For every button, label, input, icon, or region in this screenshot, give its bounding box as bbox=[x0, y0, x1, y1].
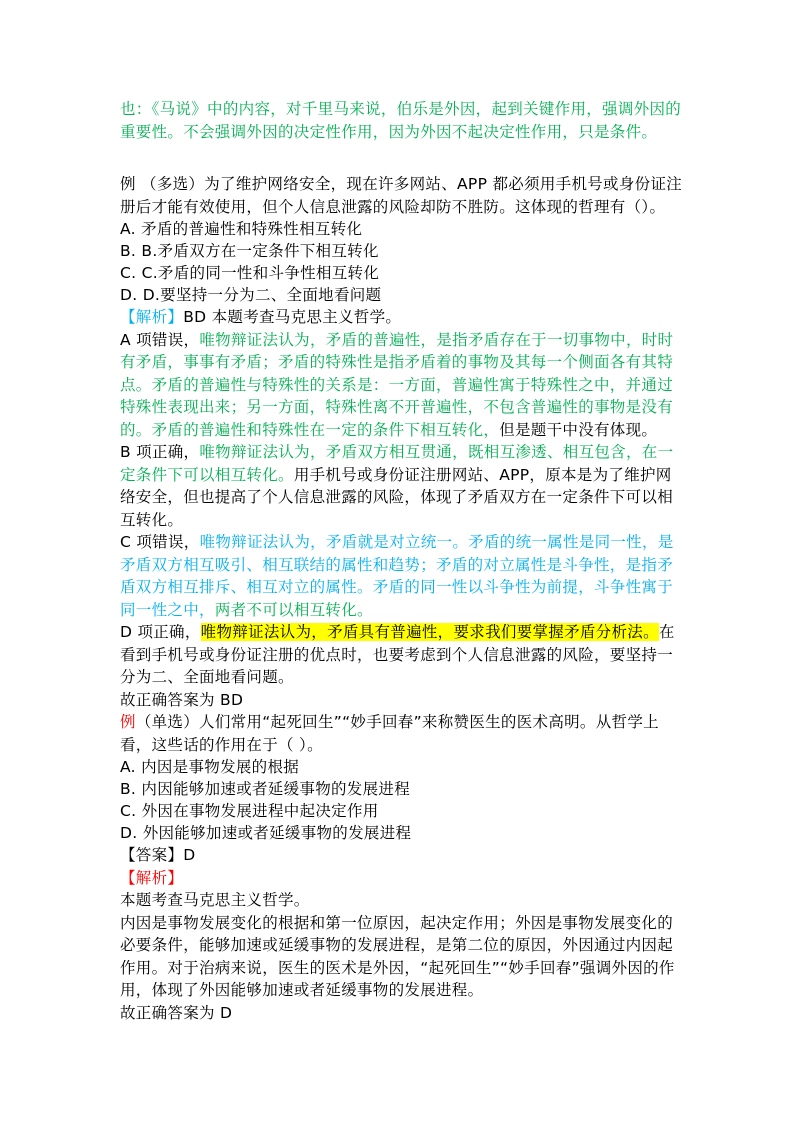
q1-analysis-heading bbox=[120, 306, 686, 329]
q2-option-d: D. 外因能够加速或者延缓事物的发展进程 bbox=[120, 824, 412, 842]
q1-analysis-intro: BD 本题考查马克思主义哲学。 bbox=[183, 308, 402, 326]
q2-stem-text: （单选）人们常用“起死回生”“妙手回春”来称赞医生的医术高明。从哲学上看，这些话的作用在于（ ）。 bbox=[120, 713, 659, 754]
document-page bbox=[120, 98, 686, 1024]
q2-option-b: B. 内因能够加速或者延缓事物的发展进程 bbox=[120, 780, 410, 798]
q1-option-b: B. B.矛盾双方在一定条件下相互转化 bbox=[120, 242, 379, 260]
d-prefix: D 项正确， bbox=[120, 623, 201, 641]
q2-analysis-intro: 本题考查马克思主义哲学。 bbox=[120, 891, 310, 909]
a-green-text: 唯物辩证法认为，矛盾的普遍性，是指矛盾存在于一切事物中，时时有矛盾，事事有矛盾；矛盾的特殊性是指矛盾着的事物及其每一个侧面各有其特点。矛盾的普遍性与特殊性的关系是：一方面，普遍性寓于特殊性之中，并通过特殊性表现出来；另一方面，特殊性离不开普遍性，不包含普遍性的事物是没有的。矛盾的普遍性和特殊性在一定的条件下相互转化， bbox=[120, 330, 674, 439]
a-tail-text: 但是题干中没有体现。 bbox=[499, 420, 658, 439]
q1-answer: 故正确答案为 BD bbox=[120, 690, 244, 709]
q2-answer: 故正确答案为 D bbox=[120, 1003, 233, 1022]
b-tail-text: 用手机号或身份证注册网站、APP，原本是为了维护网络安全，但也提高了个人信息泄露的风险，体现了矛盾双方在一定条件下可以相互转化。 bbox=[120, 465, 674, 529]
q1-stem: 例 （多选）为了维护网络安全，现在许多网站、APP 都必须用手机号或身份证注册后才能有效使用，但个人信息泄露的风险却防不胜防。这体现的哲理有（）。 bbox=[120, 175, 683, 216]
q1-option-a: A. 矛盾的普遍性和特殊性相互转化 bbox=[120, 220, 363, 238]
c-green-text: 两者不可以相互转化。 bbox=[214, 600, 373, 619]
b-prefix: B 项正确， bbox=[120, 443, 200, 461]
q2-answer-tag: 【答案】D bbox=[120, 846, 196, 864]
q1-option-b-analysis bbox=[120, 441, 686, 531]
q1-option-a-analysis bbox=[120, 329, 686, 442]
q1-option-c-analysis bbox=[120, 531, 686, 621]
d-tail-text: 在看到手机号或身份证注册的优点时，也要考虑到个人信息泄露的风险，要坚持一分为二、全面地看问题。 bbox=[120, 623, 675, 686]
q1-option-d-analysis bbox=[120, 621, 686, 689]
q2-analysis-tag: 【解析】 bbox=[120, 868, 184, 887]
q1-option-d: D. D.要坚持一分为二、全面地看问题 bbox=[120, 286, 382, 304]
q1-option-c: C. C.矛盾的同一性和斗争性相互转化 bbox=[120, 264, 380, 282]
q2-option-c: C. 外因在事物发展进程中起决定作用 bbox=[120, 802, 379, 820]
c-blue-text: 唯物辩证法认为，矛盾就是对立统一。矛盾的统一属性是同一性，是矛盾双方相互吸引、相互联结的属性和趋势；矛盾的对立属性是斗争性，是指矛盾双方相互排斥、相互对立的属性。矛盾的同一性以斗争性为前提，斗争性寓于同一性之中， bbox=[120, 533, 674, 619]
d-highlight-text: 唯物辩证法认为，矛盾具有普遍性，要求我们要掌握矛盾分析法。 bbox=[200, 623, 659, 641]
q2-analysis-body: 内因是事物发展变化的根据和第一位原因，起决定作用；外因是事物发展变化的必要条件，能够加速或延缓事物的发展进程，是第二位的原因，外因通过内因起作用。对于治病来说，医生的医术是外因，“起死回生”“妙手回春”强调外因的作用，体现了外因能够加速或者延缓事物的发展进程。 bbox=[120, 913, 675, 999]
a-prefix: A 项错误， bbox=[120, 330, 200, 349]
q2-example-tag: 例 bbox=[120, 713, 136, 731]
c-prefix: C 项错误， bbox=[120, 533, 200, 551]
q2-stem bbox=[120, 711, 686, 756]
q1-analysis-tag: 【解析】 bbox=[120, 308, 184, 326]
intro-paragraph: 也：《马说》中的内容，对千里马来说，伯乐是外因，起到关键作用，强调外因的重要性。不会强调外因的决定性作用，因为外因不起决定性作用，只是条件。 bbox=[120, 100, 682, 141]
spacer bbox=[120, 143, 686, 173]
b-green-text: 唯物辩证法认为，矛盾双方相互贯通，既相互渗透、相互包含，在一定条件下可以相互转化。 bbox=[120, 443, 674, 484]
q2-option-a: A. 内因是事物发展的根据 bbox=[120, 758, 300, 776]
